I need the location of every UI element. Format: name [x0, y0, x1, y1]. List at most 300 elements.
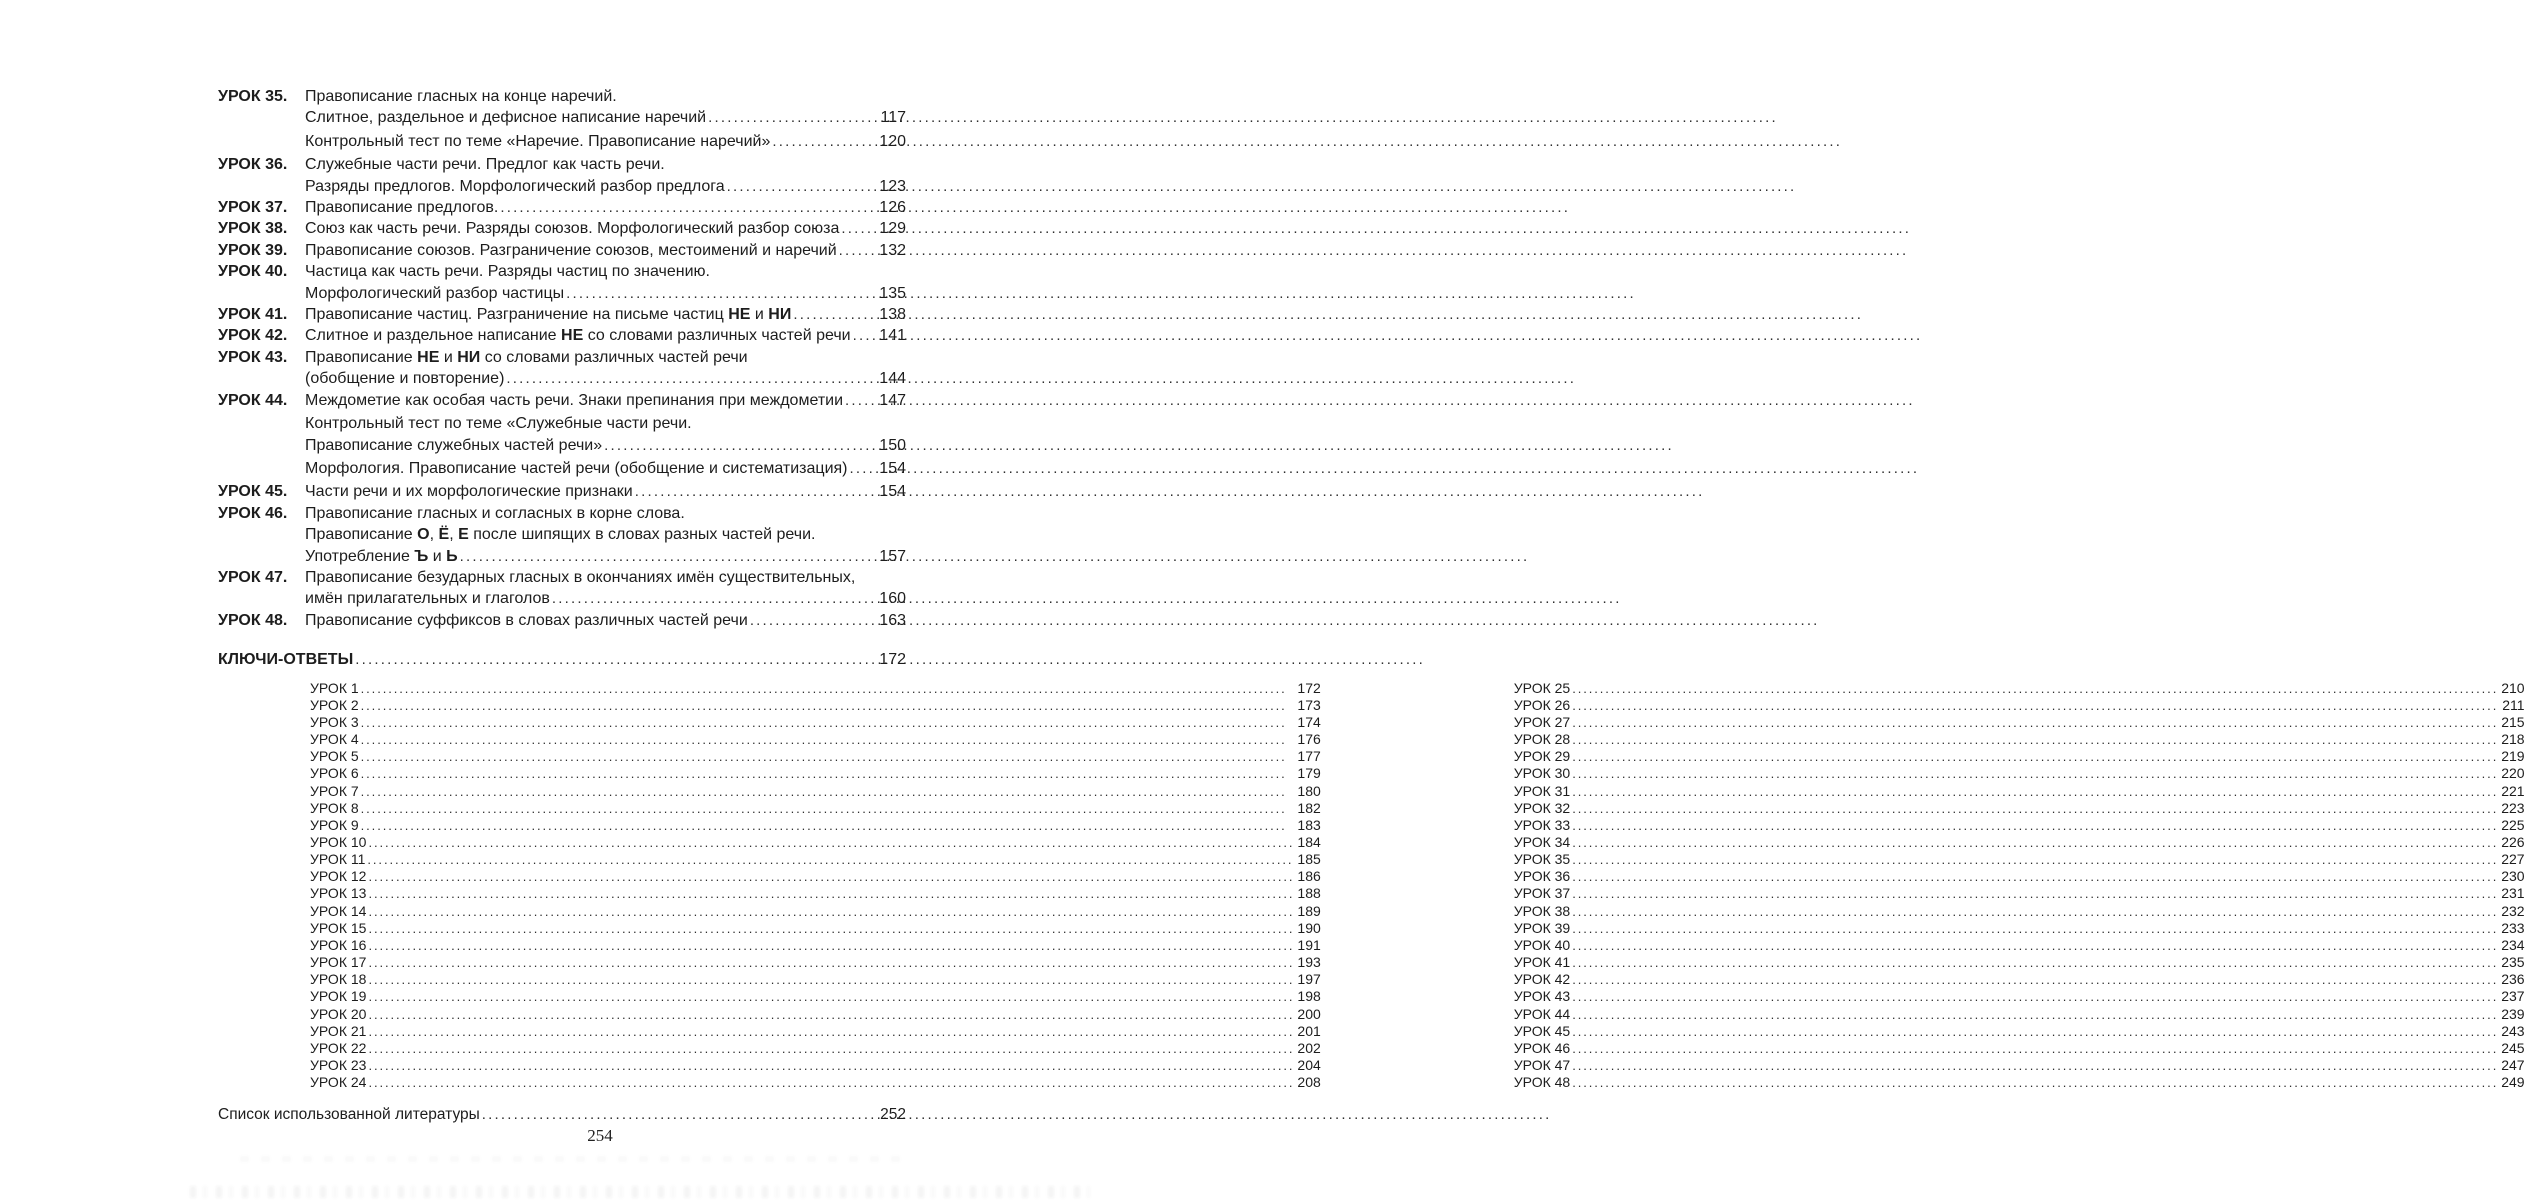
entry-text: УРОК 30	[1513, 765, 1571, 782]
toc-entry	[218, 240, 906, 261]
dot-leader	[368, 1057, 1294, 1074]
toc-line	[305, 240, 906, 261]
page-number: 232	[2501, 902, 2525, 919]
toc-entry	[218, 261, 906, 304]
key-line	[1514, 920, 2525, 937]
dot-leader	[368, 1040, 1294, 1057]
dot-leader	[1572, 731, 2498, 748]
key-line	[310, 920, 1321, 937]
dot-leader	[482, 1104, 877, 1125]
entry-text: УРОК 5	[310, 748, 359, 765]
entry-text: УРОК 2	[310, 696, 359, 713]
dot-leader	[500, 197, 876, 218]
answer-keys-heading: КЛЮЧИ-ОТВЕТЫ	[218, 651, 354, 669]
key-line	[310, 800, 1321, 817]
key-line	[310, 834, 1321, 851]
dot-leader	[1572, 697, 2499, 714]
dot-leader	[1572, 954, 2498, 971]
entry-text: УРОК 20	[310, 1005, 367, 1022]
page-number: 183	[1297, 816, 1321, 833]
entry-text: Правописание союзов. Разграничение союзов, местоимений и наречий	[305, 241, 837, 259]
lesson-label	[218, 413, 305, 456]
lesson-label: УРОК 36.	[218, 156, 288, 174]
key-line	[1514, 971, 2525, 988]
dot-leader	[793, 304, 876, 325]
page-number: 117	[880, 109, 906, 127]
entry-text: Правописание безударных гласных в окончаниях имён существительных,	[305, 568, 856, 586]
dot-leader	[552, 588, 876, 609]
toc-entry	[218, 304, 906, 325]
toc-line	[305, 131, 906, 152]
key-line	[310, 731, 1321, 748]
toc-entry-lines	[305, 390, 906, 411]
dot-leader	[841, 218, 876, 239]
entry-text: УРОК 41	[1513, 954, 1571, 971]
key-line	[1514, 680, 2525, 697]
key-line	[310, 1006, 1321, 1023]
key-line	[310, 680, 1321, 697]
page-number: 197	[1297, 971, 1321, 988]
page-number: 163	[879, 611, 906, 629]
page-number: 138	[879, 306, 906, 324]
page-number: 249	[2501, 1074, 2525, 1091]
dot-leader	[361, 783, 1295, 800]
key-line	[1514, 783, 2525, 800]
dot-leader	[368, 868, 1294, 885]
entry-text: УРОК 35	[1513, 851, 1571, 868]
entry-text: УРОК 17	[310, 954, 367, 971]
dot-leader	[1572, 748, 2498, 765]
lesson-label: УРОК 48.	[218, 611, 288, 629]
page-number: 188	[1297, 885, 1321, 902]
entry-text: УРОК 16	[310, 936, 367, 953]
page-number: 247	[2501, 1057, 2525, 1073]
dot-leader	[1572, 783, 2498, 800]
lesson-label: УРОК 45.	[218, 483, 288, 501]
page-number: 237	[2501, 988, 2525, 1005]
toc-line	[305, 368, 906, 389]
page-number: 160	[879, 590, 906, 608]
dot-leader	[853, 325, 877, 346]
toc-entry	[218, 481, 906, 502]
page-number: 202	[1297, 1039, 1321, 1056]
toc-line	[305, 176, 906, 197]
key-line	[1514, 731, 2525, 748]
page-number: 210	[2501, 679, 2525, 696]
page-number: 231	[2501, 885, 2525, 902]
entry-text: УРОК 40	[1513, 936, 1571, 953]
entry-text: УРОК 31	[1513, 782, 1571, 799]
page-number: 182	[1297, 799, 1321, 816]
entry-text: Правописание предлогов.	[305, 199, 499, 217]
dot-leader	[361, 731, 1295, 748]
entry-text: Правописание НЕ и НИ со словами различных частей речи	[305, 348, 748, 366]
key-line	[310, 1040, 1321, 1057]
entry-text: Правописание суффиксов в словах различных частей речи	[305, 611, 748, 629]
entry-text: УРОК 13	[310, 885, 367, 902]
dot-leader	[368, 885, 1294, 902]
lesson-label: УРОК 43.	[218, 348, 288, 366]
dot-leader	[1572, 1074, 2498, 1091]
toc-line	[305, 481, 906, 502]
toc-line	[305, 347, 906, 368]
page-number: 235	[2501, 954, 2525, 971]
toc-entry-lines	[305, 347, 906, 390]
key-line	[310, 851, 1321, 868]
entry-text: имён прилагательных и глаголов	[305, 590, 550, 608]
key-line	[1514, 1074, 2525, 1091]
toc-entry-lines	[305, 458, 906, 479]
toc-entry-lines	[305, 131, 906, 152]
page-number: 208	[1297, 1074, 1321, 1091]
page-number: 173	[1297, 696, 1321, 713]
entry-text: УРОК 43	[1513, 988, 1571, 1005]
page-number: 234	[2501, 936, 2525, 953]
entry-text: УРОК 39	[1513, 919, 1571, 936]
dot-leader	[1572, 834, 2498, 851]
entry-text: УРОК 42	[1513, 971, 1571, 988]
page-number: 126	[879, 199, 906, 217]
entry-text: УРОК 19	[310, 988, 367, 1005]
lesson-label: УРОК 46.	[218, 504, 288, 522]
page-number: 215	[2501, 713, 2525, 730]
entry-text: УРОК 33	[1513, 816, 1571, 833]
entry-text: УРОК 46	[1513, 1039, 1571, 1056]
dot-leader	[1572, 1057, 2498, 1074]
dot-leader	[1572, 920, 2498, 937]
toc-entry	[218, 154, 906, 197]
entry-text: УРОК 14	[310, 902, 367, 919]
toc-entry	[218, 458, 906, 479]
page-number: 186	[1297, 868, 1321, 885]
toc-line	[305, 610, 906, 631]
page-number: 184	[1297, 833, 1321, 850]
toc-entry	[218, 86, 906, 129]
page-number: 190	[1297, 919, 1321, 936]
page-number: 120	[879, 132, 906, 150]
dot-leader	[368, 920, 1294, 937]
dot-leader	[368, 1006, 1294, 1023]
entry-text: УРОК 11	[310, 851, 366, 868]
entry-text: (обобщение и повторение)	[305, 370, 505, 388]
page-number: 201	[1297, 1022, 1321, 1039]
dot-leader	[368, 954, 1294, 971]
dot-leader	[1572, 851, 2498, 868]
dot-leader	[1572, 714, 2498, 731]
bibliography-title: Список использованной литературы	[218, 1106, 480, 1124]
toc-entry-lines	[305, 567, 906, 610]
entry-text: УРОК 28	[1513, 731, 1571, 748]
dot-leader	[368, 834, 1294, 851]
page-number: 219	[2501, 748, 2525, 765]
dot-leader	[361, 697, 1295, 714]
entry-text: УРОК 44	[1513, 1005, 1571, 1022]
entry-text: Слитное и раздельное написание НЕ со словами различных частей речи	[305, 327, 851, 345]
entry-text: Правописание О, Ё, Е после шипящих в словах разных частей речи.	[305, 526, 816, 544]
dot-leader	[1572, 988, 2498, 1005]
page-number: 252	[880, 1106, 906, 1124]
key-line	[1514, 851, 2525, 868]
dot-leader	[1572, 971, 2498, 988]
dot-leader	[368, 1023, 1294, 1040]
entry-text: УРОК 24	[310, 1074, 367, 1091]
answer-keys-section	[218, 649, 2525, 1091]
toc-entry-lines	[305, 218, 906, 239]
book-page-content	[218, 86, 2525, 1125]
entry-text: УРОК 1	[310, 679, 359, 696]
lesson-label: УРОК 47.	[218, 568, 288, 586]
dot-leader	[361, 800, 1295, 817]
entry-text: Междометие как особая часть речи. Знаки препинания при междометии	[305, 391, 844, 409]
scan-noise	[240, 1156, 900, 1162]
page-number: 191	[1297, 936, 1321, 953]
toc-entry	[218, 503, 906, 567]
toc-entry	[218, 325, 906, 346]
key-line	[1514, 903, 2525, 920]
entry-text: УРОК 4	[310, 731, 359, 748]
folio-page-number: 254	[587, 1126, 613, 1145]
toc-entry	[218, 347, 906, 390]
entry-text: УРОК 38	[1513, 902, 1571, 919]
entry-text: Слитное, раздельное и дефисное написание наречий	[305, 109, 707, 127]
key-line	[1514, 868, 2525, 885]
page-number: 204	[1297, 1057, 1321, 1073]
key-line	[1514, 834, 2525, 851]
toc-line	[305, 458, 906, 479]
toc-line	[305, 413, 906, 434]
entry-text: УРОК 6	[310, 765, 359, 782]
answer-keys-columns	[218, 679, 2525, 1092]
bibliography-row	[218, 1104, 906, 1125]
dot-leader	[845, 390, 876, 411]
toc-entry	[218, 610, 906, 631]
entry-text: УРОК 18	[310, 971, 367, 988]
key-line	[1514, 765, 2525, 782]
page-number: 172	[879, 651, 906, 669]
key-line	[310, 954, 1321, 971]
key-line	[310, 937, 1321, 954]
lesson-label	[218, 458, 305, 479]
entry-text: УРОК 48	[1513, 1074, 1571, 1091]
entry-text: УРОК 34	[1513, 833, 1571, 850]
page-number: 123	[879, 177, 906, 195]
entry-text: УРОК 7	[310, 782, 359, 799]
dot-leader	[1572, 885, 2498, 902]
dot-leader	[368, 937, 1294, 954]
page-number: 198	[1297, 988, 1321, 1005]
entry-text: УРОК 27	[1513, 713, 1571, 730]
lesson-label: УРОК 37.	[218, 199, 288, 217]
lesson-label: УРОК 35.	[218, 88, 288, 105]
entry-text: Правописание гласных на конце наречий.	[305, 88, 617, 105]
dot-leader	[772, 131, 876, 152]
entry-text: УРОК 37	[1513, 885, 1571, 902]
toc-entry	[218, 567, 906, 610]
entry-text: Употребление Ъ и Ь	[305, 547, 458, 565]
page-number: 225	[2501, 816, 2525, 833]
page-number: 200	[1297, 1005, 1321, 1022]
toc-line	[305, 86, 906, 107]
toc-entry	[218, 390, 906, 411]
dot-leader	[368, 971, 1294, 988]
answer-keys-column-left	[310, 680, 1321, 1092]
entry-text: Частица как часть речи. Разряды частиц по значению.	[305, 263, 710, 281]
toc-line	[305, 304, 906, 325]
dot-leader	[1572, 868, 2498, 885]
key-line	[1514, 988, 2525, 1005]
entry-text: Морфологический разбор частицы	[305, 284, 565, 302]
dot-leader	[361, 765, 1295, 782]
dot-leader	[850, 458, 877, 479]
dot-leader	[361, 748, 1295, 765]
page-number: 157	[879, 547, 906, 565]
toc-entry-lines	[305, 154, 906, 197]
dot-leader	[368, 988, 1294, 1005]
key-line	[1514, 817, 2525, 834]
key-line	[1514, 748, 2525, 765]
toc-entry-lines	[305, 304, 906, 325]
entry-text: УРОК 25	[1513, 679, 1571, 696]
dot-leader	[1572, 1006, 2498, 1023]
key-line	[1514, 1057, 2525, 1074]
toc-entry-lines	[305, 197, 906, 218]
key-line	[310, 714, 1321, 731]
toc-line	[305, 154, 906, 175]
toc-entry	[218, 131, 906, 152]
key-line	[310, 885, 1321, 902]
lesson-label: УРОК 39.	[218, 241, 288, 259]
dot-leader	[361, 680, 1295, 697]
key-line	[310, 817, 1321, 834]
dot-leader	[750, 610, 876, 631]
answer-keys-heading-row	[218, 649, 906, 670]
page-number: 172	[1297, 679, 1321, 696]
lesson-label: УРОК 44.	[218, 391, 288, 409]
entry-text: Части речи и их морфологические признаки	[305, 483, 633, 501]
toc-entry	[218, 197, 906, 218]
dot-leader	[1572, 817, 2498, 834]
key-line	[310, 868, 1321, 885]
toc-line	[305, 197, 906, 218]
key-line	[310, 971, 1321, 988]
toc-entry-lines	[305, 503, 906, 567]
dot-leader	[566, 283, 876, 304]
key-line	[1514, 1006, 2525, 1023]
lesson-label	[218, 131, 305, 152]
page-number: 245	[2501, 1039, 2525, 1056]
page-number: 227	[2501, 851, 2525, 868]
entry-text: УРОК 10	[310, 833, 367, 850]
entry-text: УРОК 45	[1513, 1022, 1571, 1039]
page-number: 154	[879, 459, 906, 477]
entry-text: УРОК 8	[310, 799, 359, 816]
page-number: 185	[1297, 851, 1321, 868]
key-line	[310, 988, 1321, 1005]
key-line	[1514, 1023, 2525, 1040]
page-number: 233	[2501, 919, 2525, 936]
toc-line	[305, 283, 906, 304]
key-line	[310, 903, 1321, 920]
entry-text: Правописание служебных частей речи»	[305, 436, 603, 454]
key-line	[1514, 937, 2525, 954]
entry-text: УРОК 26	[1513, 696, 1571, 713]
entry-text: УРОК 32	[1513, 799, 1571, 816]
page-number: 220	[2501, 765, 2525, 782]
page-number: 150	[879, 436, 906, 454]
page-number: 135	[879, 284, 906, 302]
page-number: 147	[879, 391, 906, 409]
dot-leader	[1572, 765, 2498, 782]
dot-leader	[361, 714, 1295, 731]
dot-leader	[506, 368, 876, 389]
entry-text: Контрольный тест по теме «Наречие. Правописание наречий»	[305, 132, 771, 150]
entry-text: Служебные части речи. Предлог как часть речи.	[305, 156, 665, 174]
entry-text: Правописание частиц. Разграничение на письме частиц НЕ и НИ	[305, 306, 792, 324]
answer-keys-column-right	[1514, 680, 2525, 1092]
entry-text: УРОК 15	[310, 919, 367, 936]
toc-line	[305, 435, 906, 456]
key-line	[310, 748, 1321, 765]
entry-text: УРОК 22	[310, 1039, 367, 1056]
page-number: 193	[1297, 954, 1321, 971]
entry-text: УРОК 23	[310, 1057, 367, 1073]
entry-text: Союз как часть речи. Разряды союзов. Морфологический разбор союза	[305, 220, 840, 238]
dot-leader	[727, 176, 877, 197]
dot-leader	[1572, 903, 2498, 920]
lesson-label: УРОК 42.	[218, 327, 288, 345]
toc-line	[305, 567, 906, 588]
toc-entry-lines	[305, 325, 906, 346]
dot-leader	[1572, 800, 2498, 817]
toc-entry	[218, 413, 906, 456]
key-line	[1514, 800, 2525, 817]
dot-leader	[355, 649, 876, 670]
lesson-label: УРОК 38.	[218, 220, 288, 238]
dot-leader	[368, 903, 1294, 920]
page-number: 230	[2501, 868, 2525, 885]
toc-entry-lines	[305, 261, 906, 304]
key-line	[1514, 885, 2525, 902]
page-number: 174	[1297, 713, 1321, 730]
entry-text: УРОК 47	[1513, 1057, 1571, 1073]
key-line	[310, 1023, 1321, 1040]
page-number: 176	[1297, 731, 1321, 748]
key-line	[310, 1074, 1321, 1091]
page-number: 226	[2501, 833, 2525, 850]
page-number: 189	[1297, 902, 1321, 919]
dot-leader	[839, 240, 877, 261]
page-number: 243	[2501, 1022, 2525, 1039]
page-number: 132	[879, 241, 906, 259]
page-number: 144	[879, 370, 906, 388]
dot-leader	[604, 435, 876, 456]
dot-leader	[1572, 1023, 2498, 1040]
toc-entry	[218, 218, 906, 239]
key-line	[310, 697, 1321, 714]
entry-text: УРОК 3	[310, 713, 359, 730]
toc-line	[305, 218, 906, 239]
entry-text: Морфология. Правописание частей речи (обобщение и систематизация)	[305, 459, 848, 477]
page-number: 180	[1297, 782, 1321, 799]
dot-leader	[1572, 937, 2498, 954]
toc-entry-lines	[305, 481, 906, 502]
page-number: 129	[879, 220, 906, 238]
dot-leader	[460, 546, 877, 567]
toc-line	[305, 524, 906, 545]
entry-text: УРОК 9	[310, 816, 359, 833]
lesson-label: УРОК 40.	[218, 263, 288, 281]
key-line	[310, 783, 1321, 800]
